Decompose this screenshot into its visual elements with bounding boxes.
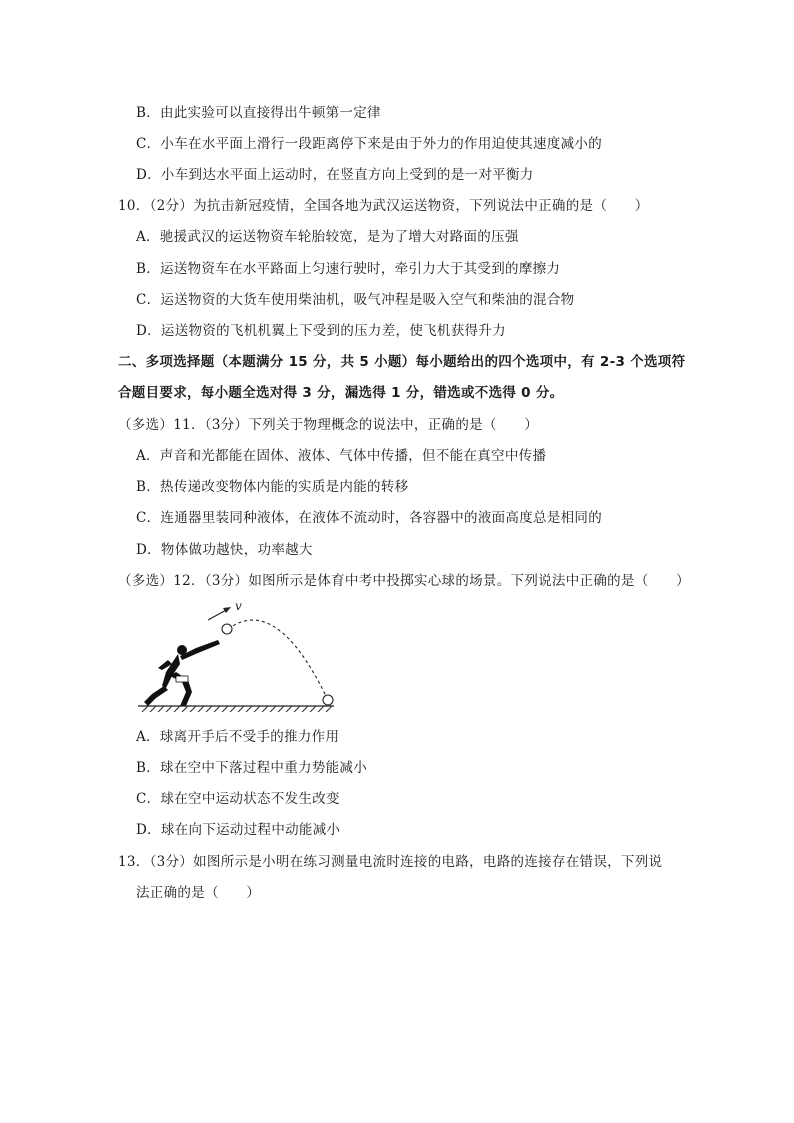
q10-option-c: C．运送物资的大货车使用柴油机，吸气冲程是吸入空气和柴油的混合物 — [136, 292, 575, 308]
q10-stem: 10．（2分）为抗击新冠疫情，全国各地为武汉运送物资，下列说法中正确的是（ ） — [118, 198, 649, 214]
ground-hatching — [142, 706, 332, 712]
velocity-arrowhead — [223, 607, 231, 613]
ball-start — [222, 624, 232, 634]
athlete-figure — [144, 640, 220, 706]
velocity-label: v — [235, 599, 242, 613]
q11-option-d: D．物体做功越快，功率越大 — [136, 542, 313, 558]
section2-heading-line1: 二、多项选择题（本题满分 15 分，共 5 小题）每小题给出的四个选项中，有 2-3 个选项符 — [118, 354, 686, 370]
q10-option-d: D．运送物资的飞机机翼上下受到的压力差，使飞机获得升力 — [136, 323, 506, 339]
q9-option-d: D．小车到达水平面上运动时，在竖直方向上受到的是一对平衡力 — [136, 167, 534, 183]
q12-option-a: A．球离开手后不受手的推力作用 — [136, 729, 340, 745]
q9-option-b: B．由此实验可以直接得出牛顿第一定律 — [136, 105, 381, 121]
q13-stem-line2: 法正确的是（ ） — [136, 885, 261, 901]
q9-option-c: C．小车在水平面上滑行一段距离停下来是由于外力的作用迫使其速度减小的 — [136, 136, 603, 152]
q12-stem: （多选）12．（3分）如图所示是体育中考中投掷实心球的场景。下列说法中正确的是（ ） — [118, 573, 690, 589]
q12-option-d: D．球在向下运动过程中动能减小 — [136, 822, 341, 838]
shot-put-figure — [136, 596, 346, 714]
q12-option-c: C．球在空中运动状态不发生改变 — [136, 791, 340, 807]
q11-option-a: A．声音和光都能在固体、液体、气体中传播，但不能在真空中传播 — [136, 448, 547, 464]
ball-landed — [323, 695, 333, 705]
q10-option-b: B．运送物资车在水平路面上匀速行驶时，牵引力大于其受到的摩擦力 — [136, 261, 561, 277]
q10-option-a: A．驰援武汉的运送物资车轮胎较宽，是为了增大对路面的压强 — [136, 229, 519, 245]
q11-stem: （多选）11．（3分）下列关于物理概念的说法中，正确的是（ ） — [118, 417, 539, 433]
section2-heading-line2: 合题目要求，每小题全选对得 3 分，漏选得 1 分，错选或不选得 0 分。 — [118, 385, 564, 401]
q11-option-b: B．热传递改变物体内能的实质是内能的转移 — [136, 479, 409, 495]
q13-stem-line1: 13．（3分）如图所示是小明在练习测量电流时连接的电路，电路的连接存在错误，下列说 — [118, 854, 663, 870]
trajectory-path — [228, 620, 326, 696]
q11-option-c: C．连通器里装同种液体，在液体不流动时，各容器中的液面高度总是相同的 — [136, 510, 603, 526]
q12-option-b: B．球在空中下落过程中重力势能减小 — [136, 760, 368, 776]
